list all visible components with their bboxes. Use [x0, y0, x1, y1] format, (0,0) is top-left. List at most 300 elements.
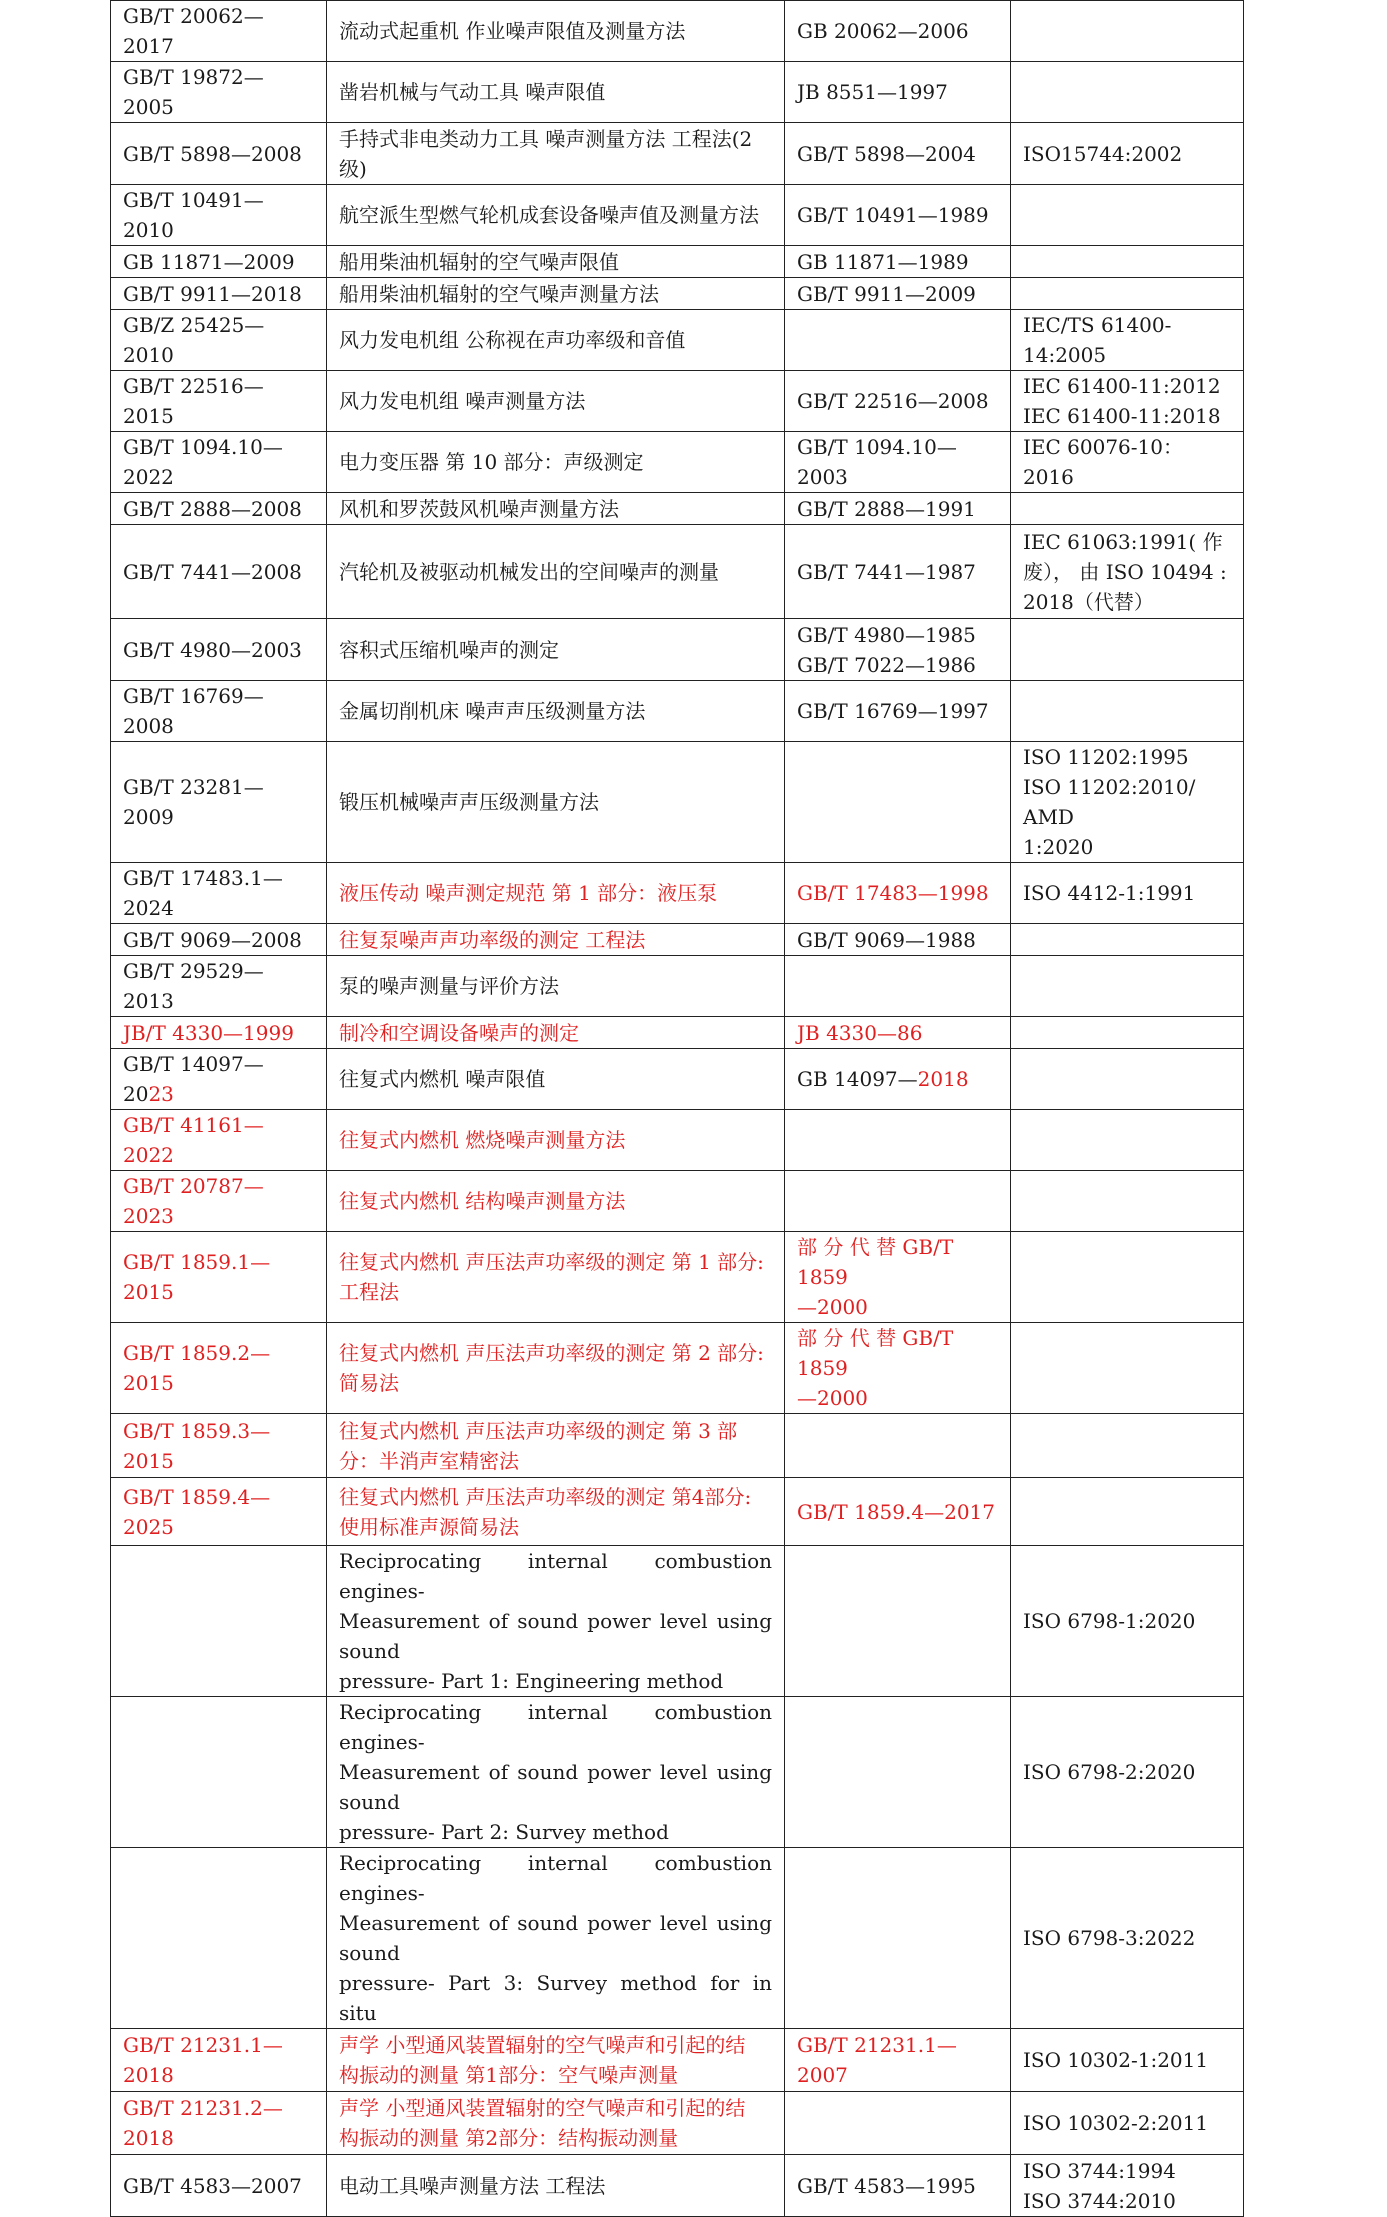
text-segment: GB/T 20787—2023: [123, 1174, 264, 1228]
title-line: [339, 1338, 772, 1368]
text-segment: Measurement of sound power level using sound: [339, 1760, 772, 1814]
replaced-line: [797, 494, 998, 524]
title-line: [339, 1018, 772, 1048]
standard-code-cell: [111, 185, 327, 246]
table-row: [111, 2155, 1244, 2217]
replaced-standard-cell: [785, 371, 1011, 432]
iso-line: ISO 4412-1:1991: [1023, 881, 1196, 905]
standard-title-cell: [327, 1171, 785, 1232]
standard-title-cell: [327, 1697, 785, 1848]
text-segment: GB/T 22516—2008: [797, 389, 989, 413]
text-segment: 部 分 代 替 GB/T 1859: [797, 1326, 954, 1380]
standard-code-cell: [111, 863, 327, 924]
table-row: [111, 123, 1244, 185]
text-segment: 往复式内燃机 燃烧噪声测量方法: [339, 1128, 626, 1152]
standard-code-cell: [111, 1414, 327, 1478]
standard-title-cell: [327, 1049, 785, 1110]
title-line: [339, 1482, 772, 1512]
table-row: [111, 432, 1244, 493]
text-segment: 制冷和空调设备噪声的测定: [339, 1020, 579, 1045]
iso-line: IEC 60076-10：2016: [1023, 435, 1183, 489]
text-segment: 电动工具噪声测量方法 工程法: [339, 2173, 606, 2198]
replaced-standard-cell: [785, 2029, 1011, 2092]
text-segment: 金属切削机床 噪声声压级测量方法: [339, 699, 646, 723]
text-segment: 构振动的测量 第1部分：空气噪声测量: [339, 2063, 679, 2087]
title-line: [339, 1247, 772, 1277]
replaced-standard-cell: [785, 1, 1011, 62]
text-segment: JB/T 4330—1999: [123, 1020, 294, 1045]
replaced-line: [797, 2030, 998, 2090]
standard-title-cell: [327, 924, 785, 956]
text-segment: 23: [148, 1082, 174, 1106]
table-row: [111, 1697, 1244, 1848]
text-segment: GB/T 14097—20: [123, 1052, 264, 1106]
text-segment: 构振动的测量 第2部分：结构振动测量: [339, 2126, 679, 2150]
replaced-line: [797, 2171, 998, 2201]
table-row: [111, 1017, 1244, 1049]
text-segment: GB/T 7441—2008: [123, 559, 302, 584]
text-segment: 分：半消声室精密法: [339, 1448, 519, 1473]
text-segment: Reciprocating internal combustion engines-: [339, 1700, 772, 1754]
replaced-standard-cell: [785, 1049, 1011, 1110]
international-standard-cell: [1011, 493, 1244, 525]
table-row: [111, 2092, 1244, 2155]
international-standard-cell: [1011, 619, 1244, 681]
standard-title-cell: [327, 2029, 785, 2092]
text-segment: pressure- Part 2: Survey method: [339, 1820, 669, 1844]
standard-code-cell: [111, 246, 327, 278]
table-row: [111, 1049, 1244, 1110]
text-segment: GB/T 9911—2018: [123, 281, 302, 306]
table-row: [111, 525, 1244, 619]
text-segment: GB/T 1859.4—2025: [123, 1484, 271, 1539]
title-line: [339, 2060, 772, 2090]
text-segment: GB/T 2888—2008: [123, 496, 302, 521]
replaced-standard-cell: [785, 1414, 1011, 1478]
international-standard-cell: [1011, 310, 1244, 371]
table-row: [111, 1546, 1244, 1697]
table-row: [111, 863, 1244, 924]
title-line: [339, 1546, 772, 1606]
iso-line: IEC 61063:1991( 作: [1023, 529, 1223, 554]
text-segment: GB/T 4583—1995: [797, 2173, 976, 2198]
table-row: [111, 310, 1244, 371]
text-segment: GB/T 29529—2013: [123, 959, 264, 1013]
title-line: [339, 77, 772, 107]
standard-code-cell: [111, 371, 327, 432]
text-segment: GB/T 7441—1987: [797, 559, 976, 584]
text-segment: GB/T 21231.1—2007: [797, 2033, 957, 2087]
international-standard-cell: [1011, 681, 1244, 742]
replaced-standard-cell: [785, 1546, 1011, 1697]
iso-line: IEC 61400-11:2012: [1023, 374, 1221, 398]
text-segment: 航空派生型燃气轮机成套设备噪声值及测量方法: [339, 203, 759, 227]
replaced-line: [797, 1232, 998, 1292]
title-line: [339, 386, 772, 416]
standard-code-cell: [111, 1171, 327, 1232]
table-row: [111, 278, 1244, 310]
standard-title-cell: [327, 185, 785, 246]
text-segment: GB/T 41161—2022: [123, 1113, 264, 1167]
replaced-standard-cell: [785, 1017, 1011, 1049]
text-segment: GB/T 1094.10—2022: [123, 435, 283, 489]
text-segment: GB/T 1094.10—2003: [797, 435, 957, 489]
replaced-standard-cell: [785, 310, 1011, 371]
iso-line: ISO 3744:2010: [1023, 2188, 1176, 2213]
table-row: [111, 1232, 1244, 1323]
international-standard-cell: [1011, 1232, 1244, 1323]
text-segment: 级): [339, 156, 367, 181]
international-standard-cell: [1011, 742, 1244, 863]
title-line: [339, 279, 772, 309]
text-segment: Measurement of sound power level using sound: [339, 1609, 772, 1663]
replaced-line: [797, 200, 998, 230]
replaced-line: [797, 925, 998, 955]
title-line: [339, 1446, 772, 1476]
title-line: [339, 1512, 772, 1542]
title-line: [339, 1848, 772, 1908]
international-standard-cell: [1011, 2092, 1244, 2155]
standard-title-cell: [327, 525, 785, 619]
standard-title-cell: [327, 1, 785, 62]
title-line: [339, 154, 772, 184]
table-row: [111, 1171, 1244, 1232]
replaced-standard-cell: [785, 924, 1011, 956]
text-segment: GB/T 10491—2010: [123, 188, 264, 242]
standard-code-cell: [111, 1110, 327, 1171]
text-segment: 汽轮机及被驱动机械发出的空间噪声的测量: [339, 559, 719, 584]
text-segment: GB/T 2888—1991: [797, 496, 976, 521]
replaced-standard-cell: [785, 123, 1011, 185]
iso-line: 1:2020: [1023, 835, 1094, 859]
table-row: [111, 1323, 1244, 1414]
standard-title-cell: [327, 2092, 785, 2155]
standard-code-cell: [111, 1232, 327, 1323]
title-line: [339, 16, 772, 46]
international-standard-cell: [1011, 1414, 1244, 1478]
standard-title-cell: [327, 619, 785, 681]
international-standard-cell: [1011, 432, 1244, 493]
standard-title-cell: [327, 956, 785, 1017]
text-segment: Reciprocating internal combustion engines-: [339, 1851, 772, 1905]
text-segment: 液压传动 噪声测定规范 第 1 部分：液压泵: [339, 881, 718, 905]
standards-table-body: [111, 1, 1244, 2217]
text-segment: 声学 小型通风装置辐射的空气噪声和引起的结: [339, 2096, 746, 2120]
replaced-line: [797, 1383, 998, 1413]
standard-code-cell: [111, 123, 327, 185]
title-line: [339, 2123, 772, 2153]
text-segment: 往复式内燃机 声压法声功率级的测定 第 3 部: [339, 1418, 738, 1443]
standard-title-cell: [327, 278, 785, 310]
text-segment: GB/T 16769—1997: [797, 699, 989, 723]
text-segment: pressure- Part 3: Survey method for in situ: [339, 1971, 772, 2025]
replaced-line: [797, 620, 998, 650]
standard-code-cell: [111, 956, 327, 1017]
standard-code-cell: [111, 62, 327, 123]
title-line: [339, 1697, 772, 1757]
replaced-standard-cell: [785, 493, 1011, 525]
text-segment: GB/T 22516—2015: [123, 374, 264, 428]
text-segment: 声学 小型通风装置辐射的空气噪声和引起的结: [339, 2033, 746, 2057]
title-line: [339, 1757, 772, 1817]
text-segment: 容积式压缩机噪声的测定: [339, 637, 559, 662]
text-segment: pressure- Part 1: Engineering method: [339, 1669, 724, 1693]
iso-line: IEC 61400-11:2018: [1023, 404, 1221, 428]
replaced-line: [797, 557, 998, 587]
text-segment: 风机和罗茨鼓风机噪声测量方法: [339, 496, 619, 521]
title-line: [339, 925, 772, 955]
replaced-line: [797, 696, 998, 726]
text-segment: Reciprocating internal combustion engines-: [339, 1549, 772, 1603]
standard-code-cell: [111, 1848, 327, 2029]
iso-line: ISO 3744:1994: [1023, 2158, 1176, 2183]
title-line: [339, 1368, 772, 1398]
replaced-standard-cell: [785, 742, 1011, 863]
international-standard-cell: [1011, 956, 1244, 1017]
replaced-standard-cell: [785, 1697, 1011, 1848]
standard-code-cell: [111, 2029, 327, 2092]
replaced-line: [797, 432, 998, 492]
text-segment: GB/T 4980—2003: [123, 637, 302, 662]
text-segment: GB/T 9911—2009: [797, 281, 976, 306]
title-line: [339, 494, 772, 524]
replaced-standard-cell: [785, 278, 1011, 310]
text-segment: 流动式起重机 作业噪声限值及测量方法: [339, 19, 686, 43]
table-row: [111, 1, 1244, 62]
title-line: [339, 1817, 772, 1847]
iso-line: ISO 10302-2:2011: [1023, 2111, 1209, 2135]
standard-title-cell: [327, 246, 785, 278]
table-row: [111, 924, 1244, 956]
title-line: [339, 325, 772, 355]
text-segment: —2000: [797, 1386, 868, 1410]
title-line: [339, 1908, 772, 1968]
replaced-standard-cell: [785, 619, 1011, 681]
text-segment: GB 14097—: [797, 1067, 918, 1091]
text-segment: GB/T 1859.3—2015: [123, 1418, 271, 1473]
text-segment: GB 11871—1989: [797, 249, 969, 274]
international-standard-cell: [1011, 1049, 1244, 1110]
international-standard-cell: [1011, 246, 1244, 278]
title-line: [339, 2030, 772, 2060]
title-line: [339, 635, 772, 665]
text-segment: GB/T 5898—2008: [123, 141, 302, 166]
international-standard-cell: [1011, 62, 1244, 123]
table-row: [111, 62, 1244, 123]
table-row: [111, 956, 1244, 1017]
international-standard-cell: [1011, 1478, 1244, 1546]
replaced-line: [797, 1323, 998, 1383]
replaced-standard-cell: [785, 185, 1011, 246]
title-line: [339, 1064, 772, 1094]
title-line: [339, 1666, 772, 1696]
text-segment: GB/T 7022—1986: [797, 652, 976, 677]
text-segment: 部 分 代 替 GB/T 1859: [797, 1235, 954, 1289]
title-line: [339, 971, 772, 1001]
text-segment: 工程法: [339, 1280, 399, 1304]
standard-title-cell: [327, 62, 785, 123]
table-row: [111, 1848, 1244, 2029]
standard-code-cell: [111, 924, 327, 956]
international-standard-cell: [1011, 924, 1244, 956]
international-standard-cell: [1011, 863, 1244, 924]
international-standard-cell: [1011, 1171, 1244, 1232]
title-line: [339, 787, 772, 817]
table-row: [111, 371, 1244, 432]
text-segment: GB/T 9069—2008: [123, 927, 302, 952]
international-standard-cell: [1011, 185, 1244, 246]
title-line: [339, 557, 772, 587]
international-standard-cell: [1011, 1, 1244, 62]
text-segment: 凿岩机械与气动工具 噪声限值: [339, 80, 606, 104]
text-segment: GB/Z 25425—2010: [123, 313, 265, 367]
replaced-standard-cell: [785, 863, 1011, 924]
standard-code-cell: [111, 1049, 327, 1110]
text-segment: GB/T 23281—2009: [123, 775, 264, 829]
iso-line: 2018（代替）: [1023, 589, 1154, 614]
text-segment: GB/T 19872—2005: [123, 65, 264, 119]
title-line: [339, 1606, 772, 1666]
standard-code-cell: [111, 310, 327, 371]
iso-line: ISO 6798-3:2022: [1023, 1926, 1196, 1950]
replaced-line: [797, 247, 998, 277]
text-segment: 往复式内燃机 声压法声功率级的测定 第4部分:: [339, 1484, 752, 1509]
replaced-line: [797, 1497, 998, 1527]
replaced-line: [797, 77, 998, 107]
table-row: [111, 1110, 1244, 1171]
text-segment: 风力发电机组 噪声测量方法: [339, 389, 586, 413]
text-segment: 锻压机械噪声声压级测量方法: [339, 790, 599, 814]
replaced-standard-cell: [785, 1171, 1011, 1232]
standard-code-cell: [111, 1478, 327, 1546]
standard-code-cell: [111, 1, 327, 62]
title-line: [339, 696, 772, 726]
standard-code-cell: [111, 2155, 327, 2217]
standard-title-cell: [327, 1232, 785, 1323]
text-segment: GB/T 21231.2—2018: [123, 2096, 283, 2150]
standard-title-cell: [327, 123, 785, 185]
title-line: [339, 447, 772, 477]
standard-title-cell: [327, 310, 785, 371]
standard-code-cell: [111, 1697, 327, 1848]
text-segment: GB 20062—2006: [797, 19, 969, 43]
text-segment: 2018: [917, 1067, 969, 1091]
table-row: [111, 246, 1244, 278]
title-line: [339, 1416, 772, 1446]
text-segment: GB/T 5898—2004: [797, 141, 976, 166]
international-standard-cell: [1011, 371, 1244, 432]
standard-code-cell: [111, 742, 327, 863]
replaced-line: [797, 1064, 998, 1094]
title-line: [339, 2171, 772, 2201]
text-segment: GB/T 4583—2007: [123, 2173, 302, 2198]
title-line: [339, 1125, 772, 1155]
iso-line: IEC/TS 61400-14:2005: [1023, 313, 1172, 367]
title-line: [339, 1968, 772, 2028]
text-segment: 船用柴油机辐射的空气噪声限值: [339, 249, 619, 274]
standard-title-cell: [327, 2155, 785, 2217]
standard-title-cell: [327, 681, 785, 742]
replaced-standard-cell: [785, 1478, 1011, 1546]
iso-line: ISO15744:2002: [1023, 141, 1183, 166]
replaced-standard-cell: [785, 246, 1011, 278]
text-segment: 往复式内燃机 声压法声功率级的测定 第 2 部分:: [339, 1341, 764, 1365]
replaced-standard-cell: [785, 1323, 1011, 1414]
iso-line: ISO 11202:1995: [1023, 745, 1189, 769]
replaced-standard-cell: [785, 525, 1011, 619]
standard-title-cell: [327, 1848, 785, 2029]
text-segment: —2000: [797, 1295, 868, 1319]
text-segment: GB 11871—2009: [123, 249, 295, 274]
iso-line: ISO 6798-1:2020: [1023, 1609, 1196, 1633]
replaced-line: [797, 279, 998, 309]
standard-code-cell: [111, 432, 327, 493]
text-segment: 泵的噪声测量与评价方法: [339, 974, 559, 998]
text-segment: 使用标准声源简易法: [339, 1514, 519, 1539]
international-standard-cell: [1011, 123, 1244, 185]
table-row: [111, 1478, 1244, 1546]
replaced-line: [797, 878, 998, 908]
iso-line: ISO 6798-2:2020: [1023, 1760, 1196, 1784]
text-segment: GB/T 1859.2—2015: [123, 1341, 271, 1395]
replaced-standard-cell: [785, 2092, 1011, 2155]
title-line: [339, 200, 772, 230]
replaced-standard-cell: [785, 681, 1011, 742]
international-standard-cell: [1011, 1110, 1244, 1171]
replaced-line: [797, 1292, 998, 1322]
standards-table: [110, 0, 1244, 2217]
text-segment: 船用柴油机辐射的空气噪声测量方法: [339, 281, 659, 306]
text-segment: GB/T 4980—1985: [797, 622, 976, 647]
standard-code-cell: [111, 681, 327, 742]
standard-code-cell: [111, 2092, 327, 2155]
standard-code-cell: [111, 1323, 327, 1414]
title-line: [339, 124, 772, 154]
international-standard-cell: [1011, 1697, 1244, 1848]
text-segment: Measurement of sound power level using sound: [339, 1911, 772, 1965]
text-segment: GB/T 17483.1—2024: [123, 866, 283, 920]
table-row: [111, 742, 1244, 863]
text-segment: GB/T 20062—2017: [123, 4, 264, 58]
text-segment: JB 4330—86: [797, 1020, 923, 1045]
text-segment: 简易法: [339, 1371, 399, 1395]
standard-title-cell: [327, 493, 785, 525]
table-row: [111, 185, 1244, 246]
standard-title-cell: [327, 863, 785, 924]
international-standard-cell: [1011, 1017, 1244, 1049]
replaced-line: [797, 1018, 998, 1048]
standard-code-cell: [111, 1017, 327, 1049]
text-segment: GB/T 10491—1989: [797, 203, 989, 227]
text-segment: JB 8551—1997: [797, 80, 948, 104]
text-segment: 电力变压器 第 10 部分：声级测定: [339, 450, 644, 474]
table-row: [111, 619, 1244, 681]
international-standard-cell: [1011, 1848, 1244, 2029]
text-segment: 往复式内燃机 声压法声功率级的测定 第 1 部分:: [339, 1250, 764, 1274]
standard-title-cell: [327, 1546, 785, 1697]
standard-code-cell: [111, 278, 327, 310]
standard-title-cell: [327, 1478, 785, 1546]
text-segment: GB/T 1859.4—2017: [797, 1499, 995, 1524]
replaced-standard-cell: [785, 1232, 1011, 1323]
replaced-standard-cell: [785, 432, 1011, 493]
standard-title-cell: [327, 1110, 785, 1171]
iso-line: ISO 11202:2010/ AMD: [1023, 775, 1196, 829]
standard-code-cell: [111, 525, 327, 619]
standard-title-cell: [327, 432, 785, 493]
replaced-standard-cell: [785, 1848, 1011, 2029]
text-segment: GB/T 1859.1—2015: [123, 1250, 271, 1304]
